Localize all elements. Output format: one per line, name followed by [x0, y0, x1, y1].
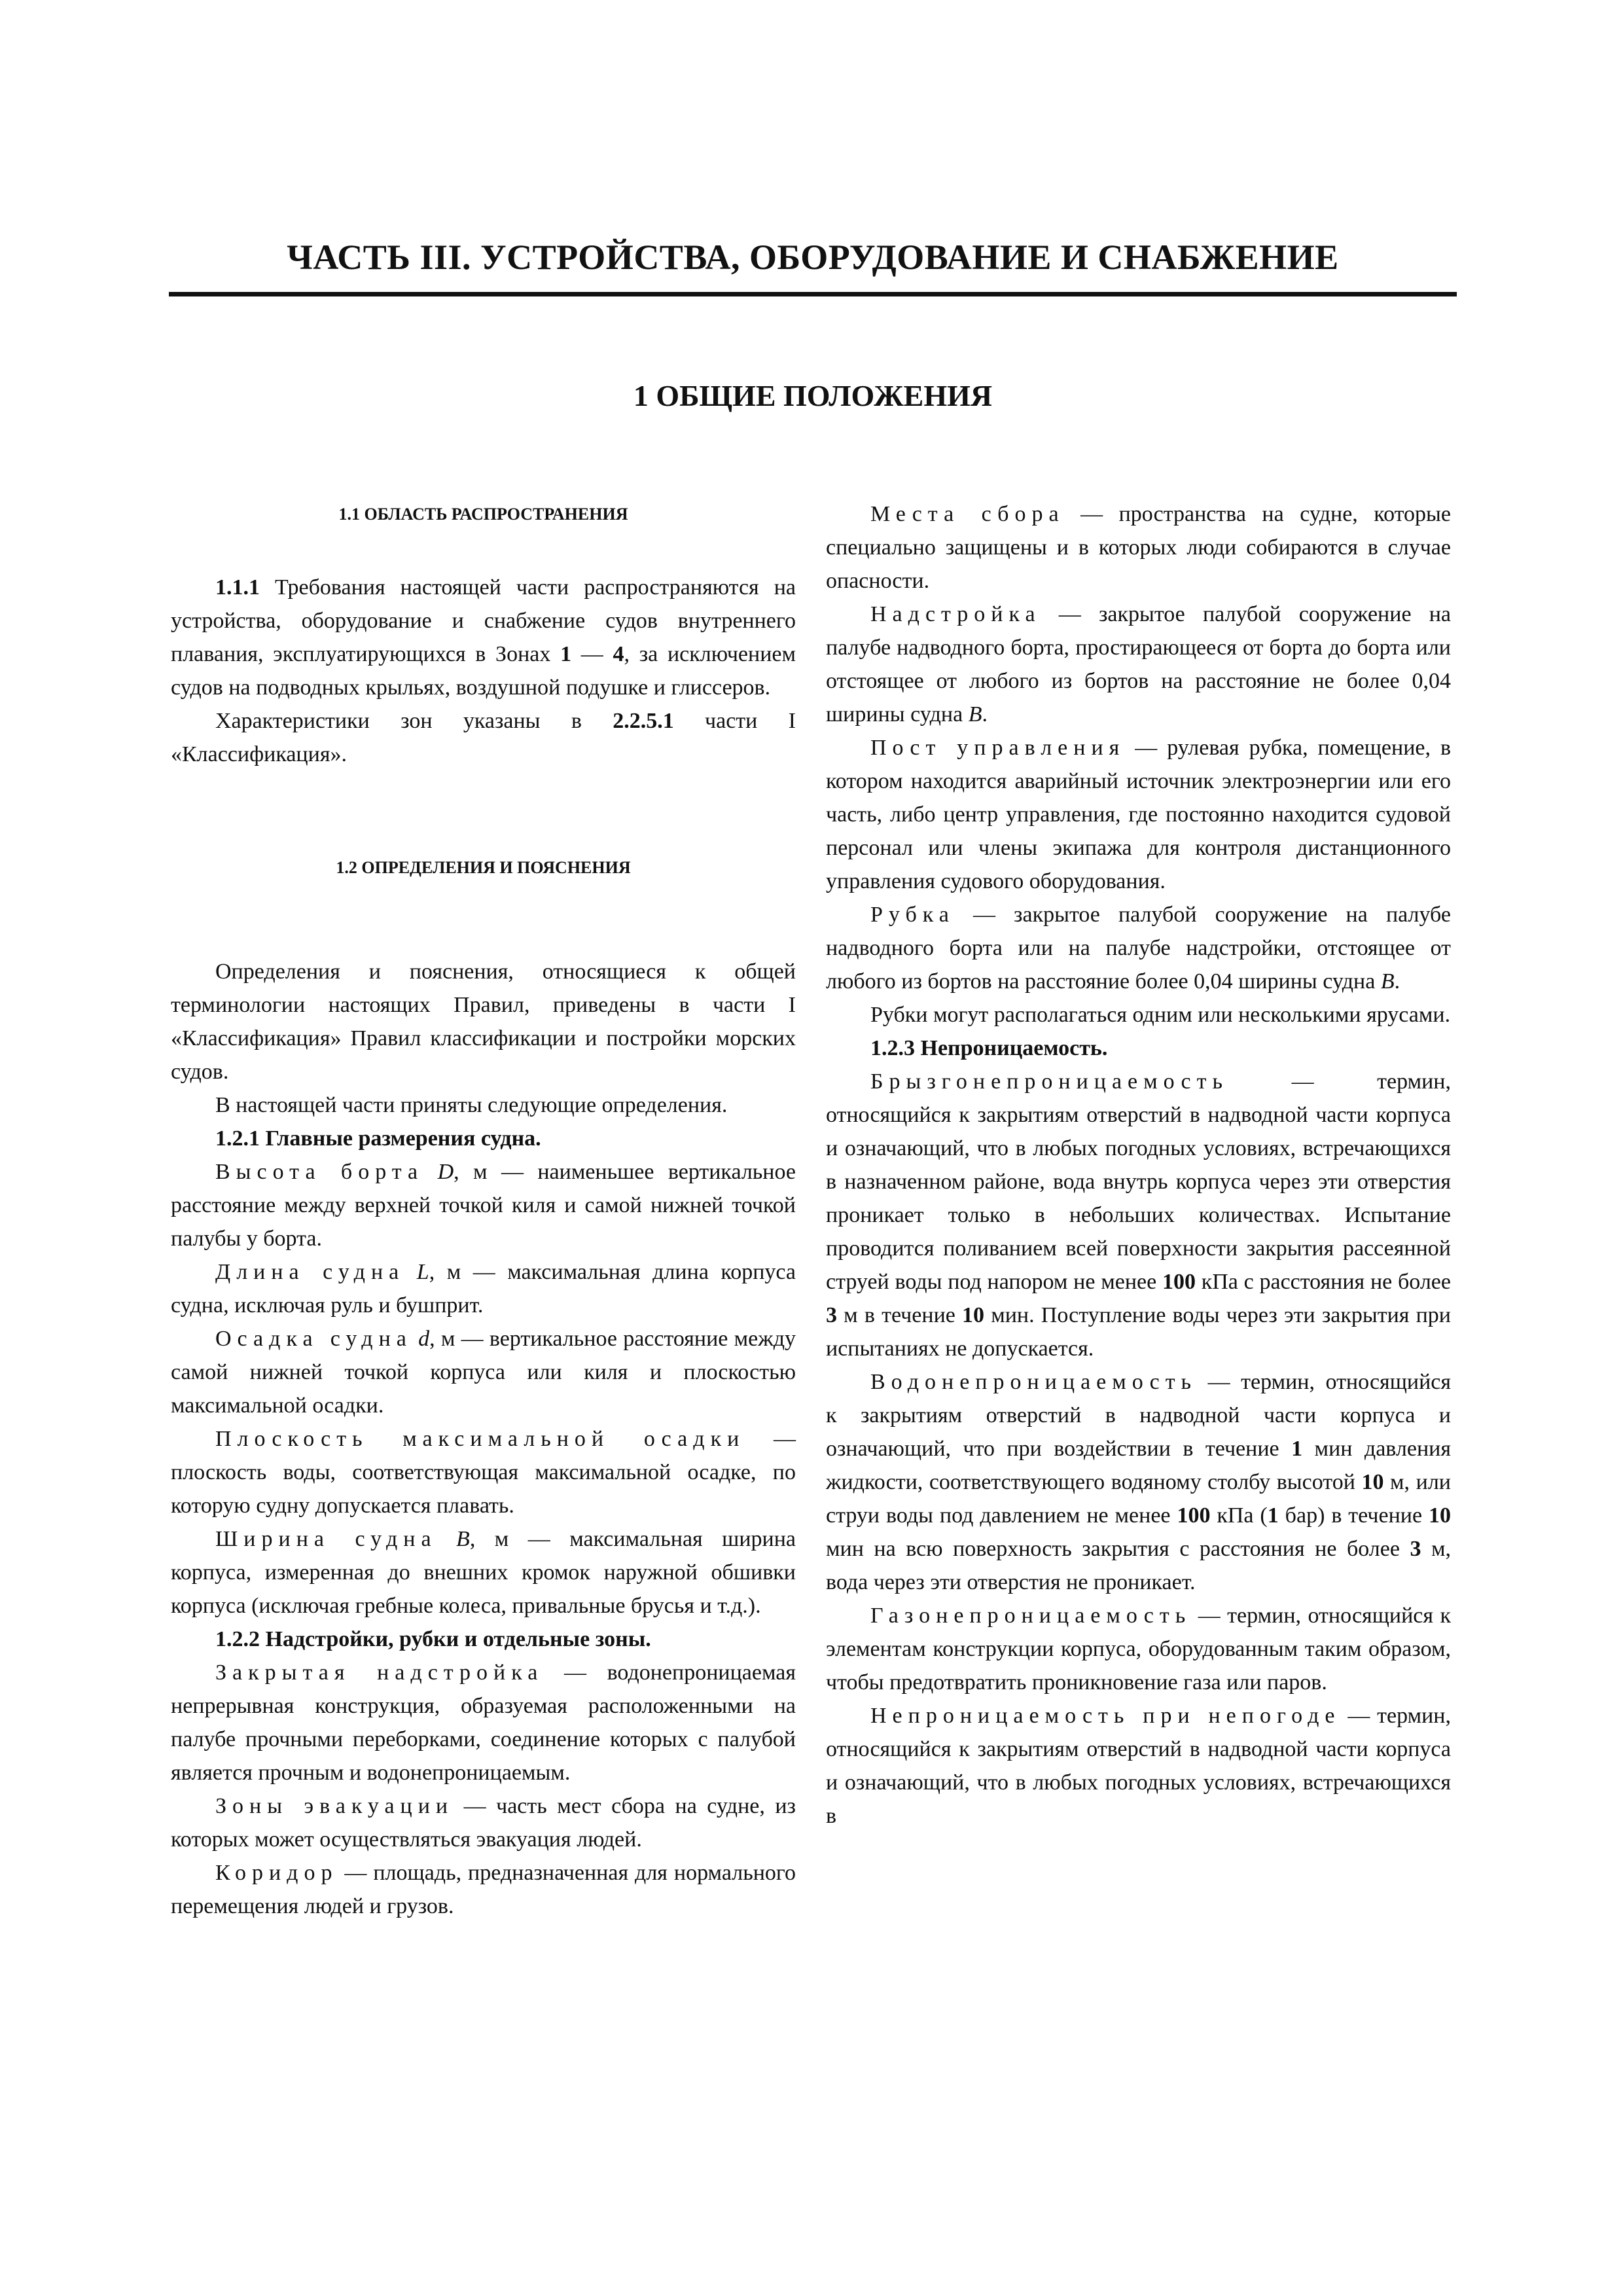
- def-length: Длина судна L, м — максимальная длина корпуса судна, исключая руль и бушприт.: [171, 1260, 796, 1318]
- heading-1-2-1: 1.2.1 Главные размерения судна.: [215, 1126, 541, 1151]
- def-control-station: Пост управления — рулевая рубка, помещение, в котором находится аварийный источник электроэнергии или его часть, либо центр управления, где постоянно находится судовой персонал или члены экипажа для контроля дистанционного управления судового оборудования.: [826, 736, 1451, 893]
- def-spray-tight: Брызгонепроницаемость — термин, относящийся к закрытиям отверстий в надводной части корпуса и означающий, что в любых погодных условиях, встречающихся в назначенном районе, вода внутрь корпуса через эти отверстия проникает только в небольших количествах. Испытание проводится поливанием всей поверхности закрытия рассеянной струей воды под напором не менее 100 кПа с расстояния не более 3 м в течение 10 мин. Поступление воды через эти закрытия при испытаниях не допускается.: [826, 1069, 1451, 1361]
- section-title: 1 ОБЩИЕ ПОЛОЖЕНИЯ: [633, 379, 993, 412]
- right-column: [826, 497, 1451, 1833]
- paragraph-accepted: В настоящей части приняты следующие определения.: [215, 1093, 728, 1117]
- def-breadth: Ширина судна B, м — максимальная ширина корпуса, измеренная до внешних кромок наружной обшивки корпуса (исключая гребные колеса, привальные брусья и т.д.).: [171, 1527, 796, 1618]
- paragraph-tiers: Рубки могут располагаться одним или несколькими ярусами.: [870, 1003, 1451, 1027]
- def-corridor: Коридор — площадь, предназначенная для нормального перемещения людей и грузов.: [171, 1861, 796, 1918]
- def-muster: Места сбора — пространства на судне, которые специально защищены и в которых люди собираются в случае опасности.: [826, 502, 1451, 593]
- def-superstructure: Надстройка — закрытое палубой сооружение на палубе надводного борта, простирающееся от борта до борта или отстоящее от любого из бортов на расстояние не более 0,04 ширины судна B.: [826, 602, 1451, 726]
- def-gastight: Газонепроницаемость — термин, относящийся к элементам конструкции корпуса, оборудованным таким образом, чтобы предотвратить проникновение газа или паров.: [826, 1604, 1451, 1695]
- subsection-heading-1-1: 1.1 ОБЛАСТЬ РАСПРОСТРАНЕНИЯ: [338, 505, 628, 524]
- def-watertight: Водонепроницаемость — термин, относящийся к закрытиям отверстий в надводной части корпуса и означающий, что при воздействии в течение 1 мин давления жидкости, соответствующего водяному столбу высотой 10 м, или струи воды под давлением не менее 100 кПа (1 бар) в течение 10 мин на всю поверхность закрытия с расстояния не более 3 м, вода через эти отверстия не проникает.: [826, 1370, 1451, 1594]
- def-plane: Плоскость максимальной осадки — плоскость воды, соответствующая максимальной осадке, по которую судну допускается плавать.: [171, 1427, 796, 1518]
- paragraph-zones: Характеристики зон указаны в 2.2.5.1 части I «Классификация».: [171, 709, 796, 766]
- def-draught: Осадка судна d, м — вертикальное расстояние между самой нижней точкой корпуса или киля и плоскостью максимальной осадки.: [171, 1327, 796, 1418]
- def-closed-superstructure: Закрытая надстройка — водонепроницаемая непрерывная конструкция, образуемая расположенными на палубе прочными переборками, соединение которых с палубой является прочным и водонепроницаемым.: [171, 1660, 796, 1785]
- heading-1-2-2: 1.2.2 Надстройки, рубки и отдельные зоны.: [215, 1627, 651, 1651]
- def-depth: Высота борта D, м — наименьшее вертикальное расстояние между верхней точкой киля и самой нижней точкой палубы у борта.: [171, 1160, 796, 1251]
- heading-1-2-3: 1.2.3 Непроницаемость.: [870, 1036, 1108, 1060]
- part-title: ЧАСТЬ III. УСТРОЙСТВА, ОБОРУДОВАНИЕ И СНАБЖЕНИЕ: [287, 238, 1339, 277]
- left-column: [171, 497, 796, 1923]
- subsection-heading-1-2: 1.2 ОПРЕДЕЛЕНИЯ И ПОЯСНЕНИЯ: [336, 858, 631, 877]
- paragraph-1-1-1: 1.1.1 Требования настоящей части распространяются на устройства, оборудование и снабжение судов внутреннего плавания, эксплуатирующихся в Зонах 1 — 4, за исключением судов на подводных крыльях, воздушной подушке и глиссеров.: [171, 575, 796, 700]
- def-weathertight: Непроницаемость при непогоде — термин, относящийся к закрытиям отверстий в надводной части корпуса и означающий, что в любых погодных условиях, встречающихся в: [826, 1704, 1451, 1828]
- title-rule: [169, 292, 1457, 296]
- paragraph-definitions: Определения и пояснения, относящиеся к общей терминологии настоящих Правил, приведены в части I «Классификация» Правил классификации и постройки морских судов.: [171, 960, 796, 1084]
- def-deckhouse: Рубка — закрытое палубой сооружение на палубе надводного борта или на палубе надстройки, отстоящее от любого из бортов на расстояние более 0,04 ширины судна B.: [826, 903, 1451, 994]
- def-evacuation: Зоны эвакуации — часть мест сбора на судне, из которых может осуществляться эвакуация людей.: [171, 1794, 796, 1852]
